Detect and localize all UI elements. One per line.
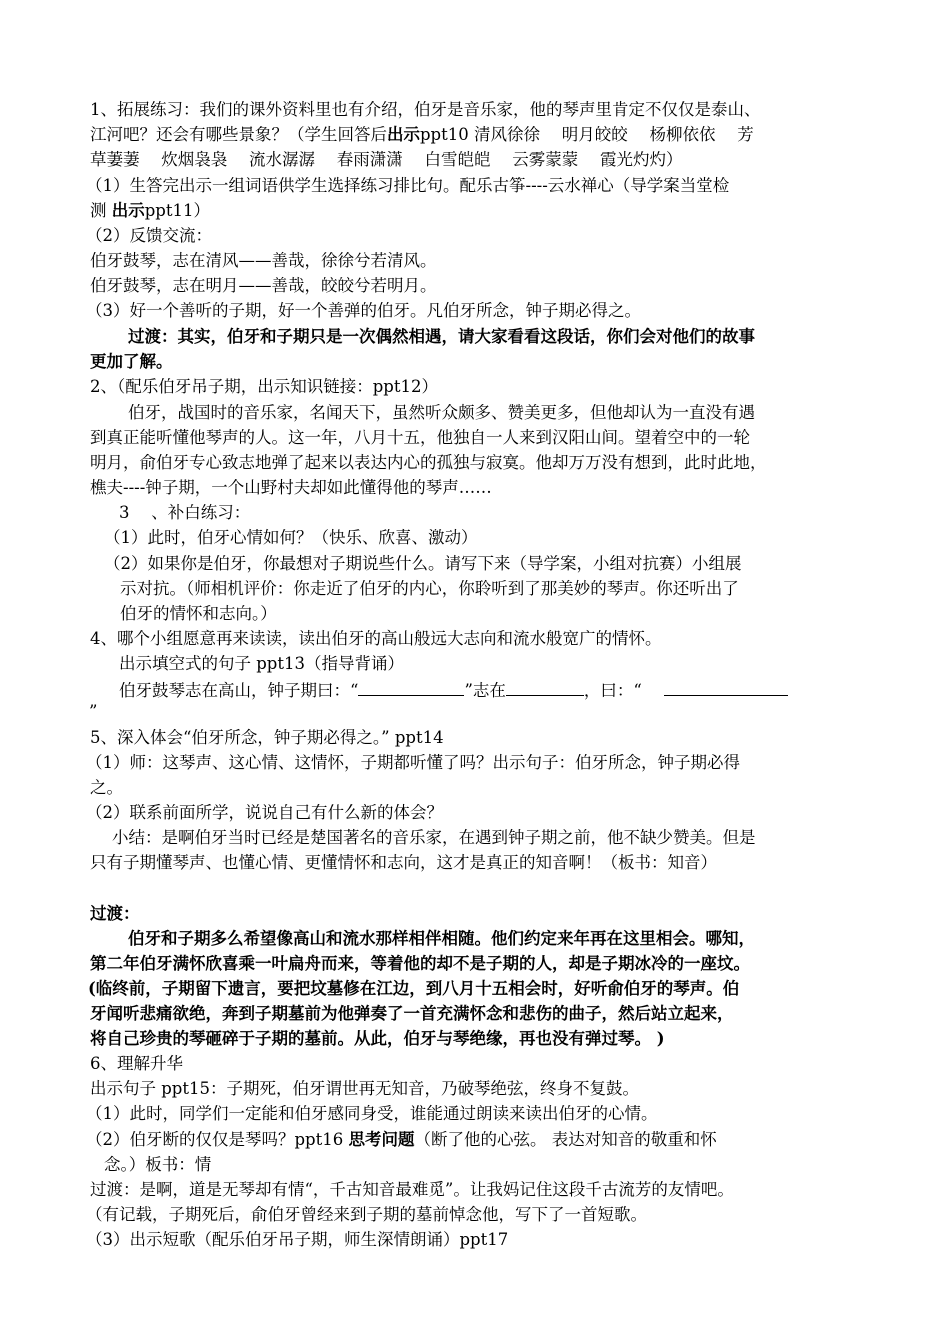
- s5-line-6: 只有子期懂琴声、也懂心情、更懂情怀和志向，这才是真正的知音啊！（板书：知音）: [90, 853, 717, 872]
- transition-2-line-4: 牙闻听悲痛欲绝，奔到子期墓前为他弹奏了一首充满怀念和悲伤的曲子，然后站立起来，: [90, 1004, 734, 1023]
- s4-line-1: 4、哪个小组愿意再来读读，读出伯牙的高山般远大志向和流水般宽广的情怀。: [90, 629, 662, 648]
- s2-line-2: 伯牙，战国时的音乐家，名闻天下，虽然听众颇多、赞美更多，但他却认为一直没有遇: [128, 403, 755, 422]
- s1-line-9: （3）好一个善听的子期，好一个善弹的伯牙。凡伯牙所念，钟子期必得之。: [86, 301, 641, 320]
- s1-line-2: [90, 123, 754, 148]
- s1-line-5-bold: 出示: [111, 201, 145, 220]
- s5-line-5: 小结：是啊伯牙当时已经是楚国著名的音乐家，在遇到钟子期之前，他不缺少赞美。但是: [112, 828, 756, 847]
- transition-2-line-2: 第二年伯牙满怀欣喜乘一叶扁舟而来，等着他的却不是子期的人，却是子期冰冷的一座坟。: [90, 954, 750, 973]
- blank-1[interactable]: [358, 677, 464, 696]
- transition-2-heading: 过渡：: [90, 904, 140, 923]
- s1-line-8: 伯牙鼓琴，志在明月——善哉，皎皎兮若明月。: [90, 276, 437, 295]
- s6-line-4-text: （2）伯牙断的仅仅是琴吗？ppt16: [86, 1130, 349, 1149]
- s1-line-5-text: 测: [90, 201, 112, 220]
- fill-in-mid: ”志在: [464, 681, 506, 700]
- transition-1-line-1: 过渡：其实，伯牙和子期只是一次偶然相遇，请大家看看这段话，你们会对他们的故事: [128, 327, 755, 346]
- s6-line-1: 6、理解升华: [90, 1054, 183, 1073]
- s6-line-4: [86, 1128, 717, 1153]
- fill-in-suffix: ，曰：“: [583, 681, 642, 700]
- fill-in-prefix: 伯牙鼓琴志在高山，钟子期曰：“: [119, 681, 359, 700]
- s6-line-3: （1）此时，同学们一定能和伯牙感同身受，谁能通过朗读来读出伯牙的心情。: [86, 1104, 658, 1123]
- s1-line-6: （2）反馈交流：: [86, 226, 212, 245]
- s6-line-7: （有记载，子期死后，俞伯牙曾经来到子期的墓前悼念他，写下了一首短歌。: [86, 1205, 647, 1224]
- transition-1-line-2: 更加了解。: [90, 352, 173, 371]
- s6-line-8: （3）出示短歌（配乐伯牙吊子期，师生深情朗诵）ppt17: [86, 1230, 509, 1249]
- s1-line-1: 1、拓展练习：我们的课外资料里也有介绍，伯牙是音乐家，他的琴声里肯定不仅仅是泰山、: [90, 100, 761, 119]
- s5-line-3: 之。: [90, 778, 123, 797]
- s5-line-4: （2）联系前面所学，说说自己有什么新的体会？: [86, 803, 443, 822]
- s6-line-5: 念。）板书：情: [104, 1155, 212, 1174]
- s5-line-2: （1）师：这琴声、这心情、这情怀，子期都听懂了吗？出示句子：伯牙所念，钟子期必得: [86, 753, 740, 772]
- s3-line-4: 示对抗。（师相机评价：你走近了伯牙的内心，你聆听到了那美妙的琴声。你还听出了: [120, 579, 739, 598]
- s4-line-3: [119, 677, 788, 704]
- blank-2[interactable]: [506, 677, 584, 696]
- transition-2-line-3: (临终前，子期留下遗言，要把坟墓修在江边，到八月十五相会时，好听俞伯牙的琴声。伯: [88, 979, 740, 998]
- s6-line-2: 出示句子 ppt15：子期死，伯牙谓世再无知音，乃破琴绝弦，终身不复鼓。: [90, 1079, 639, 1098]
- s2-line-1: 2、（配乐伯牙吊子期，出示知识链接：ppt12）: [90, 377, 438, 396]
- s1-line-5-tail: ppt11）: [144, 201, 211, 220]
- s6-line-4-bold: 思考问题: [348, 1130, 415, 1149]
- s1-line-5: [90, 199, 210, 224]
- s2-line-4: 明月，俞伯牙专心致志地弹了起来以表达内心的孤独与寂寞。他却万万没有想到，此时此地，: [90, 453, 767, 472]
- s1-line-3: 草萋萋 炊烟袅袅 流水潺潺 春雨潇潇 白雪皑皑 云雾蒙蒙 霞光灼灼）: [90, 150, 683, 169]
- s5-line-1: 5、深入体会“伯牙所念，钟子期必得之。” ppt14: [90, 728, 444, 747]
- s3-line-5: 伯牙的情怀和志向。）: [120, 604, 277, 623]
- s3-line-2: （1）此时，伯牙心情如何？（快乐、欣喜、激动）: [104, 528, 478, 547]
- s3-line-3: （2）如果你是伯牙，你最想对子期说些什么。请写下来（导学案，小组对抗赛）小组展: [104, 554, 742, 573]
- s1-line-7: 伯牙鼓琴，志在清风——善哉，徐徐兮若清风。: [90, 251, 437, 270]
- s1-line-2-bold: 出示: [387, 125, 420, 144]
- s4-line-2: 出示填空式的句子 ppt13（指导背诵）: [119, 654, 404, 673]
- s1-line-2-tail: ppt10 清风徐徐 明月皎皎 杨柳依依 芳: [420, 125, 754, 144]
- s4-line-4: ”: [89, 702, 98, 721]
- s1-line-2-text: 江河吧？还会有哪些景象？（学生回答后: [90, 125, 387, 144]
- transition-2-line-5: 将自己珍贵的琴砸碎于子期的墓前。从此，伯牙与琴绝缘，再也没有弹过琴。 ): [90, 1029, 665, 1048]
- s2-line-3: 到真正能听懂他琴声的人。这一年，八月十五，他独自一人来到汉阳山间。望着空中的一轮: [90, 428, 750, 447]
- s6-line-6: 过渡：是啊，道是无琴却有情“，千古知音最难觅”。让我妈记住这段千古流芳的友情吧。: [90, 1180, 734, 1199]
- transition-2-line-1: 伯牙和子期多么希望像高山和流水那样相伴相随。他们约定来年再在这里相会。哪知，: [128, 929, 755, 948]
- blank-3[interactable]: [664, 677, 788, 696]
- s2-line-5: 樵夫----钟子期，一个山野村夫却如此懂得他的琴声……: [90, 478, 492, 497]
- s3-line-1: 3 、补白练习：: [119, 503, 251, 522]
- s1-line-4: （1）生答完出示一组词语供学生选择练习排比句。配乐古筝----云水禅心（导学案当堂检: [86, 176, 730, 195]
- s6-line-4-tail: （断了他的心弦。 表达对知音的敬重和怀: [414, 1130, 717, 1149]
